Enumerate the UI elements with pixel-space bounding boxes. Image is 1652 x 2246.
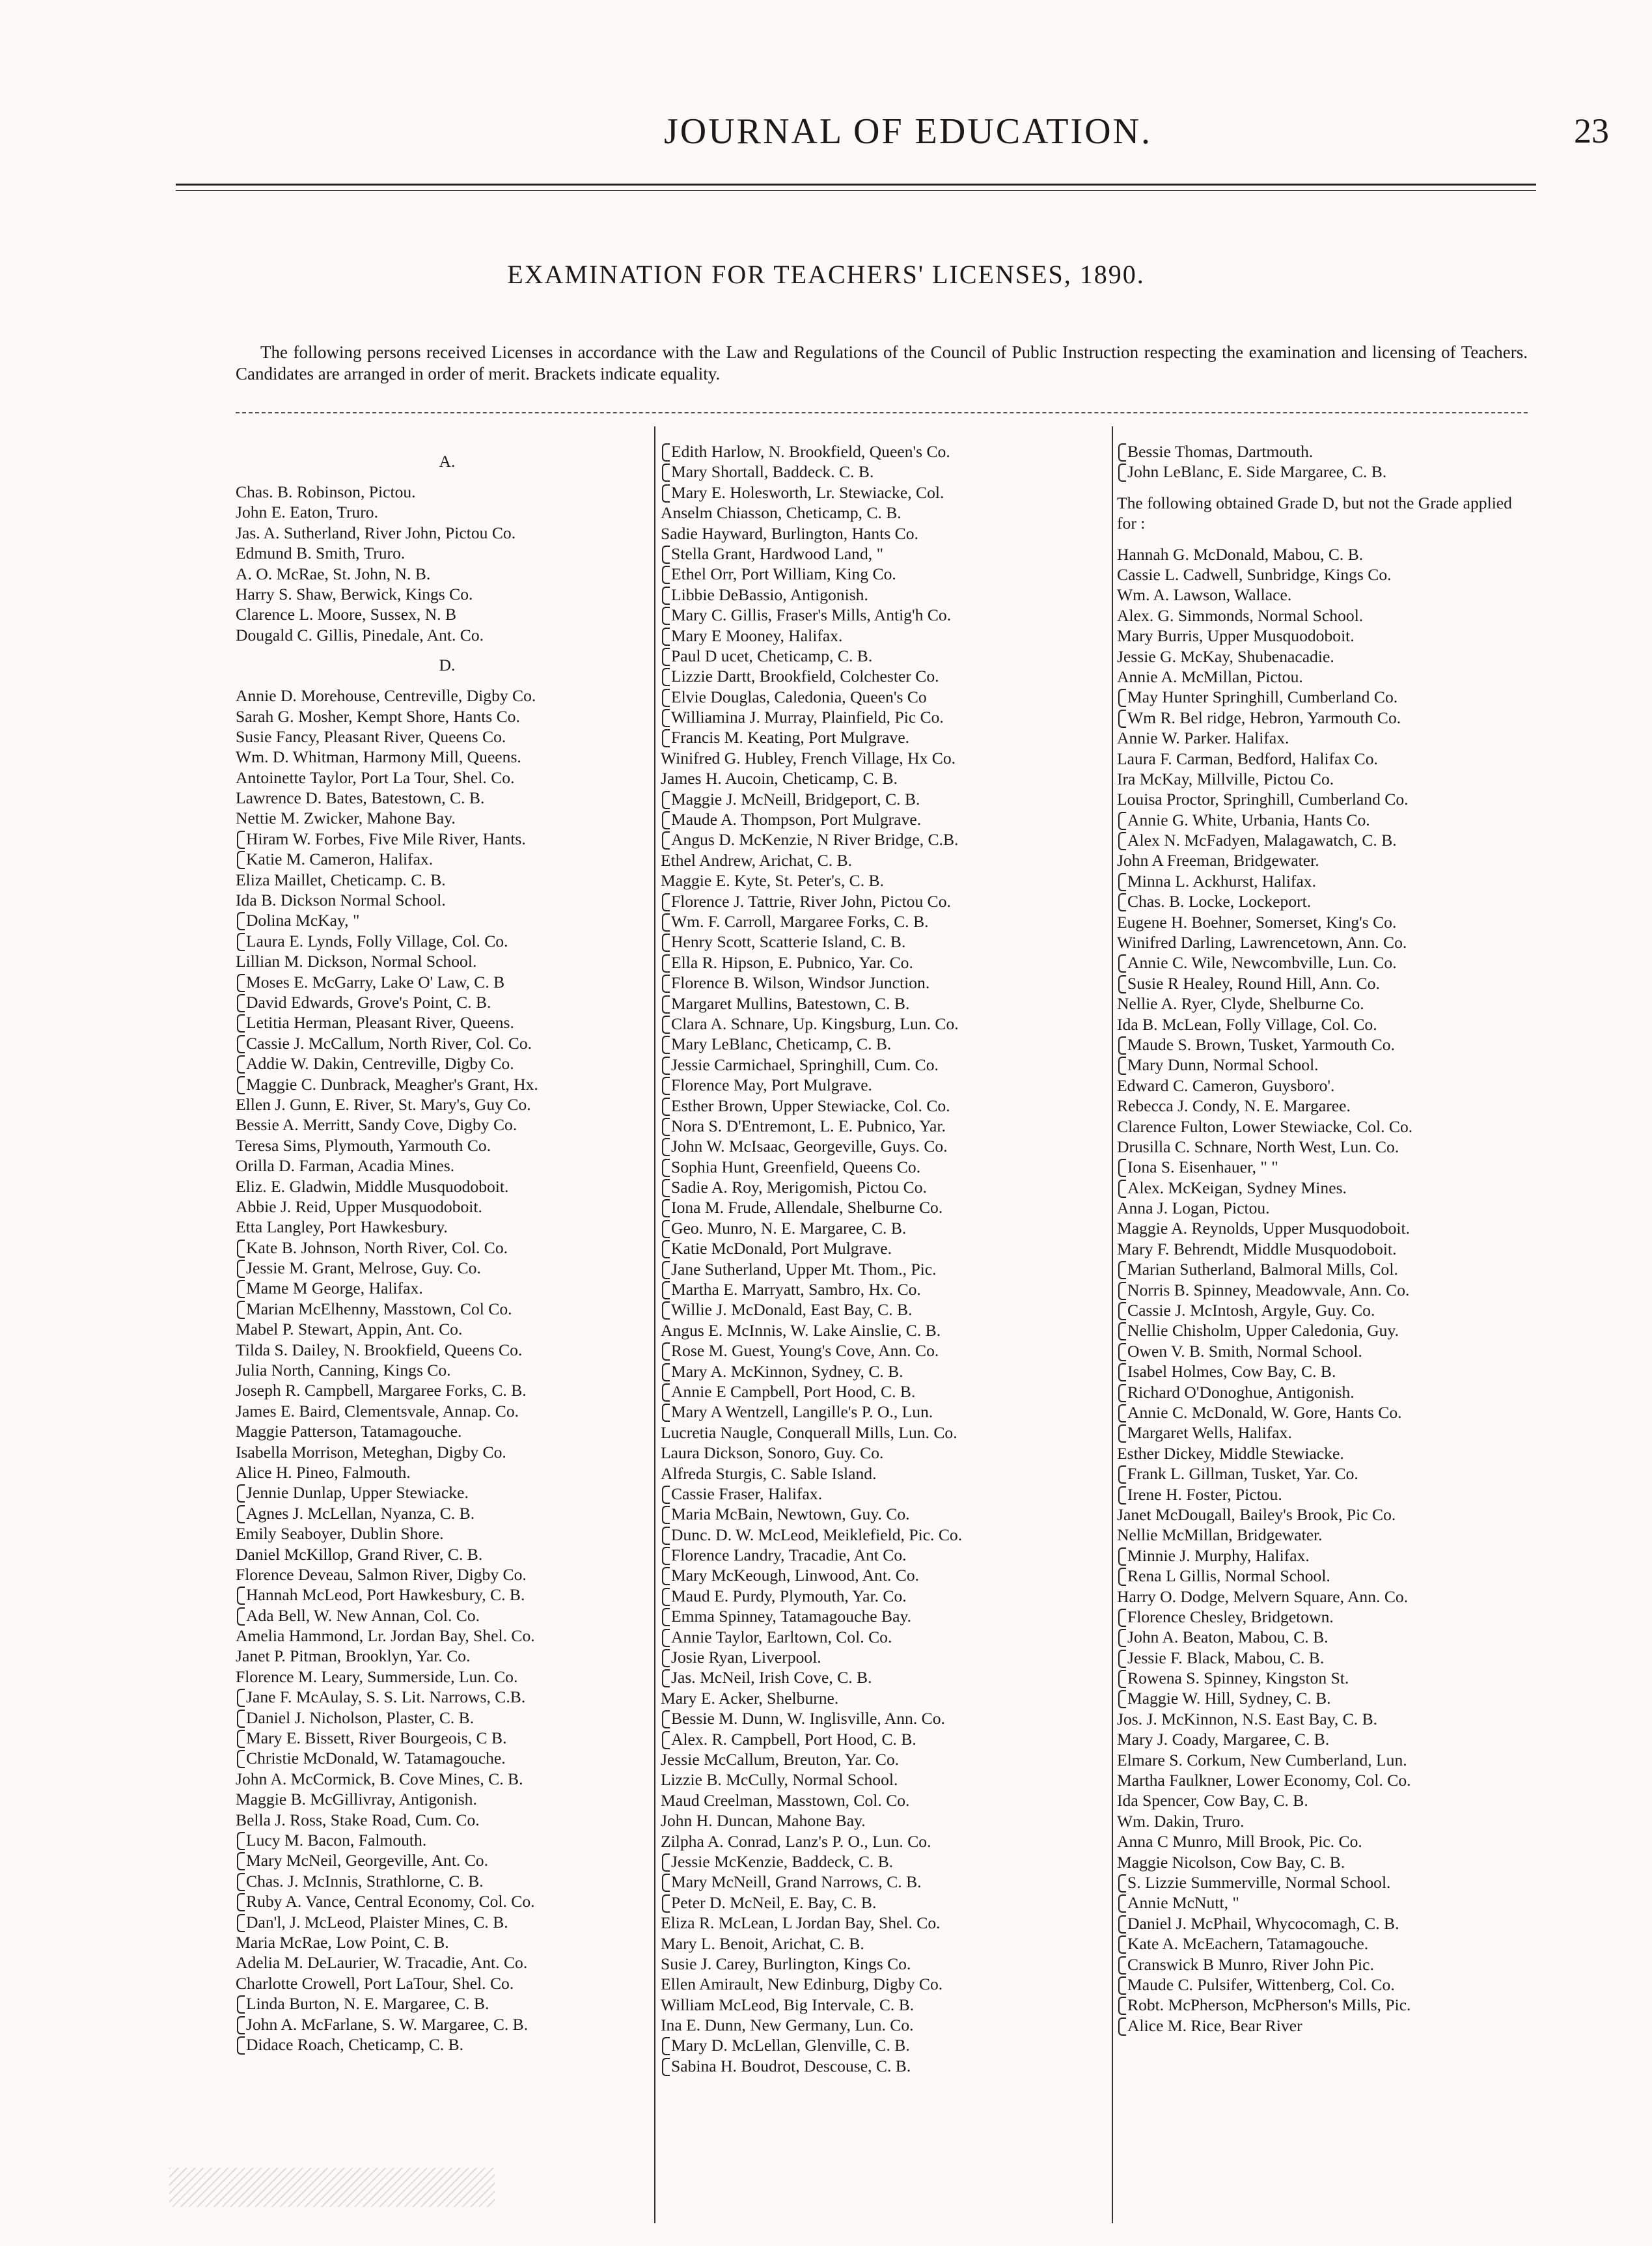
list-item: Bessie M. Dunn, W. Inglisville, Ann. Co. [661,1708,1110,1728]
article-intro: The following persons received Licenses in accordance with the Law and Regulations of the Council of Public Instruction respecting the examination and licensing of Teachers. Candidates are arranged in order of merit. Brackets indicate equality. [236,342,1528,383]
list-item: John A. McFarlane, S. W. Margaree, C. B. [236,2014,659,2034]
list-item: Jessie M. Grant, Melrose, Guy. Co. [236,1258,659,1278]
list-item: John H. Duncan, Mahone Bay. [661,1811,866,1831]
list-item: Antoinette Taylor, Port La Tour, Shel. Co. [236,768,515,787]
list-item: William McLeod, Big Intervale, C. B. [661,1995,915,2014]
list-item: Florence Landry, Tracadie, Ant Co. [661,1545,1110,1565]
list-item: Hannah McLeod, Port Hawkesbury, C. B. [236,1585,659,1605]
list-item: Mary E Mooney, Halifax. [661,626,1110,646]
list-item: Mary D. McLellan, Glenville, C. B. [661,2035,1110,2055]
list-item: Alex. McKeigan, Sydney Mines. [1117,1178,1534,1198]
page-header [0,111,1652,163]
list-item: John W. McIsaac, Georgeville, Guys. Co. [661,1136,1110,1156]
list-item: Ellen J. Gunn, E. River, St. Mary's, Guy Co. [236,1094,531,1114]
list-item: Maria McBain, Newtown, Guy. Co. [661,1504,1110,1524]
intro-rule [236,412,1528,413]
list-item: Susie R Healey, Round Hill, Ann. Co. [1117,973,1534,993]
list-item: Mary LeBlanc, Cheticamp, C. B. [661,1034,1110,1054]
list-item: Lizzie Dartt, Brookfield, Colchester Co. [661,666,1110,686]
list-item: Dougald C. Gillis, Pinedale, Ant. Co. [236,625,484,645]
list-item: Janet P. Pitman, Brooklyn, Yar. Co. [236,1646,471,1666]
list-item: Josie Ryan, Liverpool. [661,1647,1110,1667]
list-item: Charlotte Crowell, Port LaTour, Shel. Co. [236,1973,514,1993]
list-item: Mary C. Gillis, Fraser's Mills, Antig'h Co. [661,605,1110,625]
list-item: Lucy M. Bacon, Falmouth. [236,1830,659,1850]
list-item: Alice H. Pineo, Falmouth. [236,1462,411,1482]
list-item: Maggie C. Dunbrack, Meagher's Grant, Hx. [236,1074,659,1094]
list-item: Chas. B. Robinson, Pictou. [236,482,416,501]
list-item: Jessie Carmichael, Springhill, Cum. Co. [661,1055,1110,1075]
list-item: John E. Eaton, Truro. [236,503,378,522]
list-item: Anna C Munro, Mill Brook, Pic. Co. [1117,1832,1362,1851]
list-item: Wm. D. Whitman, Harmony Mill, Queens. [236,747,521,767]
list-item: Ina E. Dunn, New Germany, Lun. Co. [661,2016,914,2035]
list-item: Lizzie B. McCully, Normal School. [661,1770,898,1790]
list-item: Clarence L. Moore, Sussex, N. B [236,605,457,624]
list-item: Jane F. McAulay, S. S. Lit. Narrows, C.B. [236,1687,659,1707]
list-item: Jennie Dunlap, Upper Stewiacke. [236,1482,659,1503]
list-item: Mary E. Acker, Shelburne. [661,1688,839,1708]
journal-title: JOURNAL OF EDUCATION. [664,111,1153,152]
list-item: May Hunter Springhill, Cumberland Co. [1117,687,1534,707]
list-item: Kate A. McEachern, Tatamagouche. [1117,1934,1534,1954]
list-item: Maud Creelman, Masstown, Col. Co. [661,1790,910,1810]
list-item: Winifred Darling, Lawrencetown, Ann. Co. [1117,933,1407,952]
list-item: Florence Chesley, Bridgetown. [1117,1607,1534,1627]
list-item: Katie M. Cameron, Halifax. [236,849,659,869]
list-item: Martha E. Marryatt, Sambro, Hx. Co. [661,1279,1110,1299]
list-item: Cassie Fraser, Halifax. [661,1484,1110,1504]
list-item: Nettie M. Zwicker, Mahone Bay. [236,809,456,828]
list-item: Tilda S. Dailey, N. Brookfield, Queens Co. [236,1340,523,1359]
list-item: Emma Spinney, Tatamagouche Bay. [661,1606,1110,1626]
list-item: Florence J. Tattrie, River John, Pictou Co. [661,891,1110,911]
list-item: Susie Fancy, Pleasant River, Queens Co. [236,727,506,746]
list-item: Maggie Patterson, Tatamagouche. [236,1422,462,1441]
list-item: Nellie Chisholm, Upper Caledonia, Guy. [1117,1320,1534,1340]
list-item: Iona S. Eisenhauer, " " [1117,1157,1534,1177]
scan-noise-mark [169,2168,495,2207]
list-item: Cassie L. Cadwell, Sunbridge, Kings Co. [1117,564,1392,584]
list-item: Mame M George, Halifax. [236,1278,659,1298]
list-item: Mary J. Coady, Margaree, C. B. [1117,1730,1330,1749]
list-item: Ida B. Dickson Normal School. [236,891,446,910]
section-heading-a: A. [439,452,456,471]
list-item: Ada Bell, W. New Annan, Col. Co. [236,1605,659,1626]
list-item: Dan'l, J. McLeod, Plaister Mines, C. B. [236,1912,659,1932]
list-item: Stella Grant, Hardwood Land, " [661,544,1110,564]
list-item: Mary Shortall, Baddeck. C. B. [661,462,1110,482]
list-item: Willie J. McDonald, East Bay, C. B. [661,1299,1110,1320]
list-item: Katie McDonald, Port Mulgrave. [661,1238,1110,1258]
grade-d-list-continued [661,441,1110,2076]
list-item: Cassie J. McIntosh, Argyle, Guy. Co. [1117,1300,1534,1320]
list-item: Hannah G. McDonald, Mabou, C. B. [1117,544,1364,564]
list-item: Florence May, Port Mulgrave. [661,1075,1110,1095]
list-item: Rena L Gillis, Normal School. [1117,1566,1534,1586]
list-item: Dunc. D. W. McLeod, Meiklefield, Pic. Co. [661,1525,1110,1545]
list-item: Sadie Hayward, Burlington, Hants Co. [661,523,918,543]
list-item: James H. Aucoin, Cheticamp, C. B. [661,769,898,788]
list-item: Kate B. Johnson, North River, Col. Co. [236,1238,659,1258]
list-item: Margaret Mullins, Batestown, C. B. [661,993,1110,1014]
list-item: Florence B. Wilson, Windsor Junction. [661,973,1110,993]
list-item: Robt. McPherson, McPherson's Mills, Pic. [1117,1995,1534,2015]
list-item: Maria McRae, Low Point, C. B. [236,1932,449,1952]
list-item: Chas. B. Locke, Lockeport. [1117,891,1534,911]
header-rule-thin [176,190,1536,191]
list-item: Sarah G. Mosher, Kempt Shore, Hants Co. [236,706,520,726]
list-item: Ethel Andrew, Arichat, C. B. [661,850,853,870]
list-item: Laura E. Lynds, Folly Village, Col. Co. [236,931,659,951]
list-item: Maud E. Purdy, Plymouth, Yar. Co. [661,1586,1110,1606]
list-item: Abbie J. Reid, Upper Musquodoboit. [236,1197,482,1216]
list-item: Anselm Chiasson, Cheticamp, C. B. [661,503,902,523]
list-item: Owen V. B. Smith, Normal School. [1117,1341,1534,1361]
list-item: Esther Brown, Upper Stewiacke, Col. Co. [661,1096,1110,1116]
column-1 [236,441,659,2055]
list-item: Moses E. McGarry, Lake O' Law, C. B [236,972,659,992]
list-item: Jessie F. Black, Mabou, C. B. [1117,1648,1534,1668]
list-item: Florence Deveau, Salmon River, Digby Co. [236,1564,527,1584]
list-item: Drusilla C. Schnare, North West, Lun. Co. [1117,1137,1399,1156]
list-item: Cranswick B Munro, River John Pic. [1117,1954,1534,1975]
list-item: Annie A. McMillan, Pictou. [1117,667,1303,686]
list-item: Sadie A. Roy, Merigomish, Pictou Co. [661,1177,1110,1197]
list-item: Mary E. Holesworth, Lr. Stewiacke, Col. [661,482,1110,503]
list-item: Alfreda Sturgis, C. Sable Island. [661,1463,877,1483]
list-item: Maggie E. Kyte, St. Peter's, C. B. [661,871,884,891]
list-item: Alex. R. Campbell, Port Hood, C. B. [661,1729,1110,1749]
list-item: Christie McDonald, W. Tatamagouche. [236,1748,659,1768]
list-item: Dolina McKay, " [236,910,659,930]
list-item: Mary McKeough, Linwood, Ant. Co. [661,1565,1110,1585]
list-item: Didace Roach, Cheticamp, C. B. [236,2034,659,2055]
list-item: Daniel J. McPhail, Whycocomagh, C. B. [1117,1913,1534,1934]
list-item: Alex. G. Simmonds, Normal School. [1117,605,1364,625]
list-item: S. Lizzie Summerville, Normal School. [1117,1872,1534,1892]
list-item: Elvie Douglas, Caledonia, Queen's Co [661,687,1110,707]
list-item: Mary E. Bissett, River Bourgeois, C B. [236,1728,659,1748]
list-item: Lawrence D. Bates, Batestown, C. B. [236,788,485,808]
list-item: Ellen Amirault, New Edinburg, Digby Co. [661,1975,943,1994]
list-item: Ira McKay, Millville, Pictou Co. [1117,769,1334,788]
list-item: Jas. McNeil, Irish Cove, C. B. [661,1667,1110,1687]
list-item: Mary A Wentzell, Langille's P. O., Lun. [661,1402,1110,1422]
list-item: Mary McNeill, Grand Narrows, C. B. [661,1872,1110,1892]
column-2 [661,441,1110,2076]
spacer [1117,534,1534,544]
other-grade-list [1117,544,1534,2036]
list-item: Jas. A. Sutherland, River John, Pictou Co. [236,523,516,542]
list-item: Emily Seaboyer, Dublin Shore. [236,1524,444,1544]
list-item: Annie C. Wile, Newcombville, Lun. Co. [1117,952,1534,973]
list-item: Mary F. Behrendt, Middle Musquodoboit. [1117,1239,1397,1258]
list-item: John LeBlanc, E. Side Margaree, C. B. [1117,462,1534,482]
list-item: Bessie Thomas, Dartmouth. [1117,441,1534,462]
list-item: Edward C. Cameron, Guysboro'. [1117,1075,1335,1095]
list-item: Cassie J. McCallum, North River, Col. Co. [236,1033,659,1053]
list-item: Maggie J. McNeill, Bridgeport, C. B. [661,789,1110,809]
grade-d-list [236,686,659,2055]
list-item: Mary Burris, Upper Musquodoboit. [1117,626,1355,646]
list-item: Maggie B. McGillivray, Antigonish. [236,1790,477,1809]
list-item: Etta Langley, Port Hawkesbury. [236,1217,448,1237]
list-item: Daniel J. Nicholson, Plaster, C. B. [236,1708,659,1728]
list-item: Mary McNeil, Georgeville, Ant. Co. [236,1850,659,1870]
list-item: Jessie McCallum, Breuton, Yar. Co. [661,1750,900,1769]
list-item: Mary A. McKinnon, Sydney, C. B. [661,1361,1110,1381]
list-item: Julia North, Canning, Kings Co. [236,1361,451,1380]
list-item: Margaret Wells, Halifax. [1117,1422,1534,1443]
list-item: Letitia Herman, Pleasant River, Queens. [236,1012,659,1033]
list-item: Agnes J. McLellan, Nyanza, C. B. [236,1503,659,1523]
list-item: Elmare S. Corkum, New Cumberland, Lun. [1117,1750,1407,1769]
column-divider-2 [1112,426,1113,2223]
list-item: Ruby A. Vance, Central Economy, Col. Co. [236,1891,659,1911]
list-item: Lucretia Naugle, Conquerall Mills, Lun. Co. [661,1422,957,1442]
list-item: Eliza Maillet, Cheticamp. C. B. [236,870,446,889]
list-item: John A. Beaton, Mabou, C. B. [1117,1627,1534,1647]
list-item: Angus E. McInnis, W. Lake Ainslie, C. B. [661,1320,941,1340]
list-item: Martha Faulkner, Lower Economy, Col. Co. [1117,1771,1411,1790]
column-3 [1117,441,1534,2036]
list-item: Ella R. Hipson, E. Pubnico, Yar. Co. [661,952,1110,973]
list-item: Iona M. Frude, Allendale, Shelburne Co. [661,1197,1110,1217]
list-item: Edith Harlow, N. Brookfield, Queen's Co. [661,441,1110,462]
list-item: Ethel Orr, Port William, King Co. [661,564,1110,584]
list-item: Annie McNutt, " [1117,1892,1534,1913]
list-item: John A Freeman, Bridgewater. [1117,851,1319,870]
list-item: Linda Burton, N. E. Margaree, C. B. [236,1993,659,2014]
list-item: Rose M. Guest, Young's Cove, Ann. Co. [661,1340,1110,1361]
list-item: Wm. Dakin, Truro. [1117,1811,1245,1831]
list-item: Francis M. Keating, Port Mulgrave. [661,727,1110,747]
list-item: Alex N. McFadyen, Malagawatch, C. B. [1117,830,1534,850]
list-item: Adelia M. DeLaurier, W. Tracadie, Ant. Co. [236,1953,528,1973]
list-item: Edmund B. Smith, Truro. [236,544,406,563]
list-item: Mabel P. Stewart, Appin, Ant. Co. [236,1320,463,1339]
list-item: Wm. F. Carroll, Margaree Forks, C. B. [661,911,1110,932]
list-item: Angus D. McKenzie, N River Bridge, C.B. [661,829,1110,850]
list-item: Annie Taylor, Earltown, Col. Co. [661,1627,1110,1647]
list-item: Daniel McKillop, Grand River, C. B. [236,1544,483,1564]
list-item: Paul D ucet, Cheticamp, C. B. [661,646,1110,666]
list-item: Ida Spencer, Cow Bay, C. B. [1117,1791,1308,1810]
list-item: Louisa Proctor, Springhill, Cumberland Co. [1117,790,1409,809]
list-item: Marian McElhenny, Masstown, Col Co. [236,1299,659,1319]
list-item: Bessie A. Merritt, Sandy Cove, Digby Co. [236,1115,517,1135]
list-item: Annie E Campbell, Port Hood, C. B. [661,1381,1110,1402]
list-item: Annie D. Morehouse, Centreville, Digby Co. [236,686,536,706]
list-item: Clarence Fulton, Lower Stewiacke, Col. Co. [1117,1116,1413,1136]
list-item: Jessie McKenzie, Baddeck, C. B. [661,1851,1110,1872]
list-item: David Edwards, Grove's Point, C. B. [236,992,659,1012]
list-item: John A. McCormick, B. Cove Mines, C. B. [236,1769,523,1788]
list-item: Peter D. McNeil, E. Bay, C. B. [661,1892,1110,1913]
list-item: Isabel Holmes, Cow Bay, C. B. [1117,1361,1534,1381]
list-item: Annie C. McDonald, W. Gore, Hants Co. [1117,1402,1534,1422]
grade-note: The following obtained Grade D, but not the Grade applied for : [1117,493,1512,533]
list-item: Alice M. Rice, Bear River [1117,2016,1534,2036]
list-item: Clara A. Schnare, Up. Kingsburg, Lun. Co. [661,1014,1110,1034]
list-item: Orilla D. Farman, Acadia Mines. [236,1156,455,1176]
list-item: Laura Dickson, Sonoro, Guy. Co. [661,1443,884,1463]
page-number: 23 [1574,111,1609,150]
list-item: Maggie A. Reynolds, Upper Musquodoboit. [1117,1219,1411,1238]
list-item: Henry Scott, Scatterie Island, C. B. [661,932,1110,952]
list-item: Zilpha A. Conrad, Lanz's P. O., Lun. Co. [661,1831,931,1851]
list-item: Joseph R. Campbell, Margaree Forks, C. B. [236,1381,527,1400]
list-item: Libbie DeBassio, Antigonish. [661,585,1110,605]
list-item: Florence M. Leary, Summerside, Lun. Co. [236,1667,518,1686]
list-item: Nellie A. Ryer, Clyde, Shelburne Co. [1117,994,1364,1014]
list-item: Minnie J. Murphy, Halifax. [1117,1546,1534,1566]
list-item: Maude S. Brown, Tusket, Yarmouth Co. [1117,1034,1534,1055]
list-item: Hiram W. Forbes, Five Mile River, Hants. [236,829,659,849]
list-item: Maude A. Thompson, Port Mulgrave. [661,809,1110,829]
grade-a-list [236,482,659,645]
list-item: Jane Sutherland, Upper Mt. Thom., Pic. [661,1259,1110,1279]
list-item: Wm. A. Lawson, Wallace. [1117,585,1292,605]
list-item: Nellie McMillan, Bridgewater. [1117,1525,1323,1545]
list-item: Susie J. Carey, Burlington, Kings Co. [661,1954,911,1973]
list-item: Annie W. Parker. Halifax. [1117,728,1289,748]
list-item: Isabella Morrison, Meteghan, Digby Co. [236,1442,506,1462]
list-item: Eliz. E. Gladwin, Middle Musquodoboit. [236,1176,509,1196]
list-item: Annie G. White, Urbania, Hants Co. [1117,810,1534,830]
list-item: Maude C. Pulsifer, Wittenberg, Col. Co. [1117,1975,1534,1995]
list-item: Janet McDougall, Bailey's Brook, Pic Co. [1117,1504,1396,1524]
list-item: Esther Dickey, Middle Stewiacke. [1117,1443,1344,1463]
header-rule-thick [176,184,1536,186]
list-item: Eliza R. McLean, L Jordan Bay, Shel. Co. [661,1913,941,1933]
list-item: Nora S. D'Entremont, L. E. Pubnico, Yar. [661,1116,1110,1136]
list-item: James E. Baird, Clementsvale, Annap. Co. [236,1401,519,1421]
list-item: Maggie Nicolson, Cow Bay, C. B. [1117,1852,1345,1872]
list-item: Lillian M. Dickson, Normal School. [236,952,477,971]
list-item: Rowena S. Spinney, Kingston St. [1117,1668,1534,1688]
list-item: Amelia Hammond, Lr. Jordan Bay, Shel. Co. [236,1626,535,1646]
list-item: Jos. J. McKinnon, N.S. East Bay, C. B. [1117,1709,1378,1728]
list-item: Norris B. Spinney, Meadowvale, Ann. Co. [1117,1280,1534,1300]
list-item: Ida B. McLean, Folly Village, Col. Co. [1117,1014,1377,1034]
list-item: Sophia Hunt, Greenfield, Queens Co. [661,1157,1110,1177]
section-heading-d: D. [439,656,456,675]
list-item: Chas. J. McInnis, Strathlorne, C. B. [236,1871,659,1891]
list-item: Mary Dunn, Normal School. [1117,1055,1534,1075]
list-item: Irene H. Foster, Pictou. [1117,1484,1534,1504]
list-item: Maggie W. Hill, Sydney, C. B. [1117,1688,1534,1708]
list-item: A. O. McRae, St. John, N. B. [236,564,431,583]
list-item: Sabina H. Boudrot, Descouse, C. B. [661,2056,1110,2076]
list-item: Harry O. Dodge, Melvern Square, Ann. Co. [1117,1587,1409,1606]
spacer [1117,482,1534,493]
list-item: Jessie G. McKay, Shubenacadie. [1117,646,1334,666]
list-item: Harry S. Shaw, Berwick, Kings Co. [236,584,473,603]
list-item: Winifred G. Hubley, French Village, Hx Co. [661,748,956,768]
list-item: Mary L. Benoit, Arichat, C. B. [661,1934,864,1953]
list-item: Bella J. Ross, Stake Road, Cum. Co. [236,1810,480,1829]
article-title: EXAMINATION FOR TEACHERS' LICENSES, 1890. [507,260,1145,289]
list-item: Minna L. Ackhurst, Halifax. [1117,871,1534,891]
list-item: Eugene H. Boehner, Somerset, King's Co. [1117,912,1397,932]
list-item: Williamina J. Murray, Plainfield, Pic Co. [661,707,1110,727]
list-item: Rebecca J. Condy, N. E. Margaree. [1117,1096,1351,1116]
list-item: Richard O'Donoghue, Antigonish. [1117,1382,1534,1402]
list-item: Frank L. Gillman, Tusket, Yar. Co. [1117,1463,1534,1484]
list-item: Addie W. Dakin, Centreville, Digby Co. [236,1053,659,1074]
list-item: Laura F. Carman, Bedford, Halifax Co. [1117,749,1378,768]
grade-d-list-end [1117,441,1534,482]
list-item: Wm R. Bel ridge, Hebron, Yarmouth Co. [1117,708,1534,728]
list-item: Geo. Munro, N. E. Margaree, C. B. [661,1218,1110,1238]
list-item: Teresa Sims, Plymouth, Yarmouth Co. [236,1135,491,1155]
list-item: Marian Sutherland, Balmoral Mills, Col. [1117,1259,1534,1279]
list-item: Anna J. Logan, Pictou. [1117,1199,1270,1218]
